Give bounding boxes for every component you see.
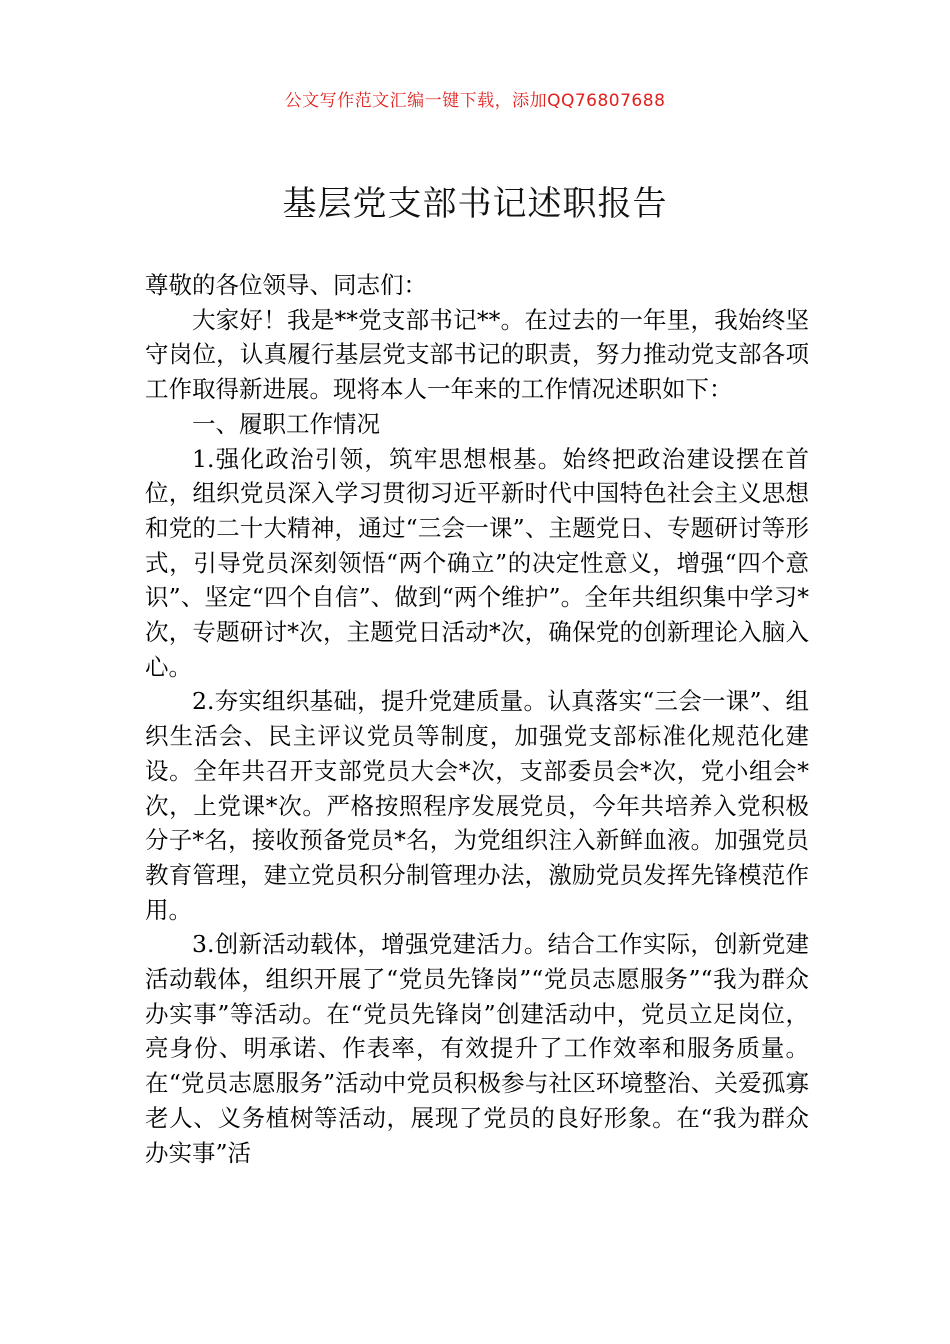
- download-notice: 公文写作范文汇编一键下载，添加QQ76807688: [284, 91, 666, 111]
- salutation: 尊敬的各位领导、同志们：: [145, 271, 427, 299]
- section-heading: 一、履职工作情况: [192, 409, 380, 438]
- paragraph-item-1: 1.强化政治引领，筑牢思想根基。始终把政治建设摆在首位，组织党员深入学习贯彻习近平新时代中国特色社会主义思想和党的二十大精神，通过“三会一课”、主题党日、专题研讨等形式，引导党员深刻领悟“两个确立”的决定性意义，增强“四个意识”、坚定“四个自信”、做到“两个维护”。全年共组织集中学习*次，专题研讨*次，主题党日活动*次，确保党的创新理论入脑入心。: [145, 444, 809, 681]
- intro-paragraph: 大家好！我是**党支部书记**。在过去的一年里，我始终坚守岗位，认真履行基层党支部书记的职责，努力推动党支部各项工作取得新进展。现将本人一年来的工作情况述职如下：: [145, 305, 809, 404]
- document-body: [145, 268, 809, 1170]
- paragraph-item-3: 3.创新活动载体，增强党建活力。结合工作实际，创新党建活动载体，组织开展了“党员先锋岗”“党员志愿服务”“我为群众办实事”等活动。在“党员先锋岗”创建活动中，党员立足岗位，亮身份、明承诺、作表率，有效提升了工作效率和服务质量。在“党员志愿服务”活动中党员积极参与社区环境整治、关爱孤寡老人、义务植树等活动，展现了党员的良好形象。在“我为群众办实事”活: [145, 930, 809, 1167]
- paragraph-item-2: 2.夯实组织基础，提升党建质量。认真落实“三会一课”、组织生活会、民主评议党员等制度，加强党支部标准化规范化建设。全年共召开支部党员大会*次，支部委员会*次，党小组会*次，上党课*次。严格按照程序发展党员，今年共培养入党积极分子*名，接收预备党员*名，为党组织注入新鲜血液。加强党员教育管理，建立党员积分制管理办法，激励党员发挥先锋模范作用。: [145, 687, 809, 924]
- document-title: 基层党支部书记述职报告: [282, 184, 668, 224]
